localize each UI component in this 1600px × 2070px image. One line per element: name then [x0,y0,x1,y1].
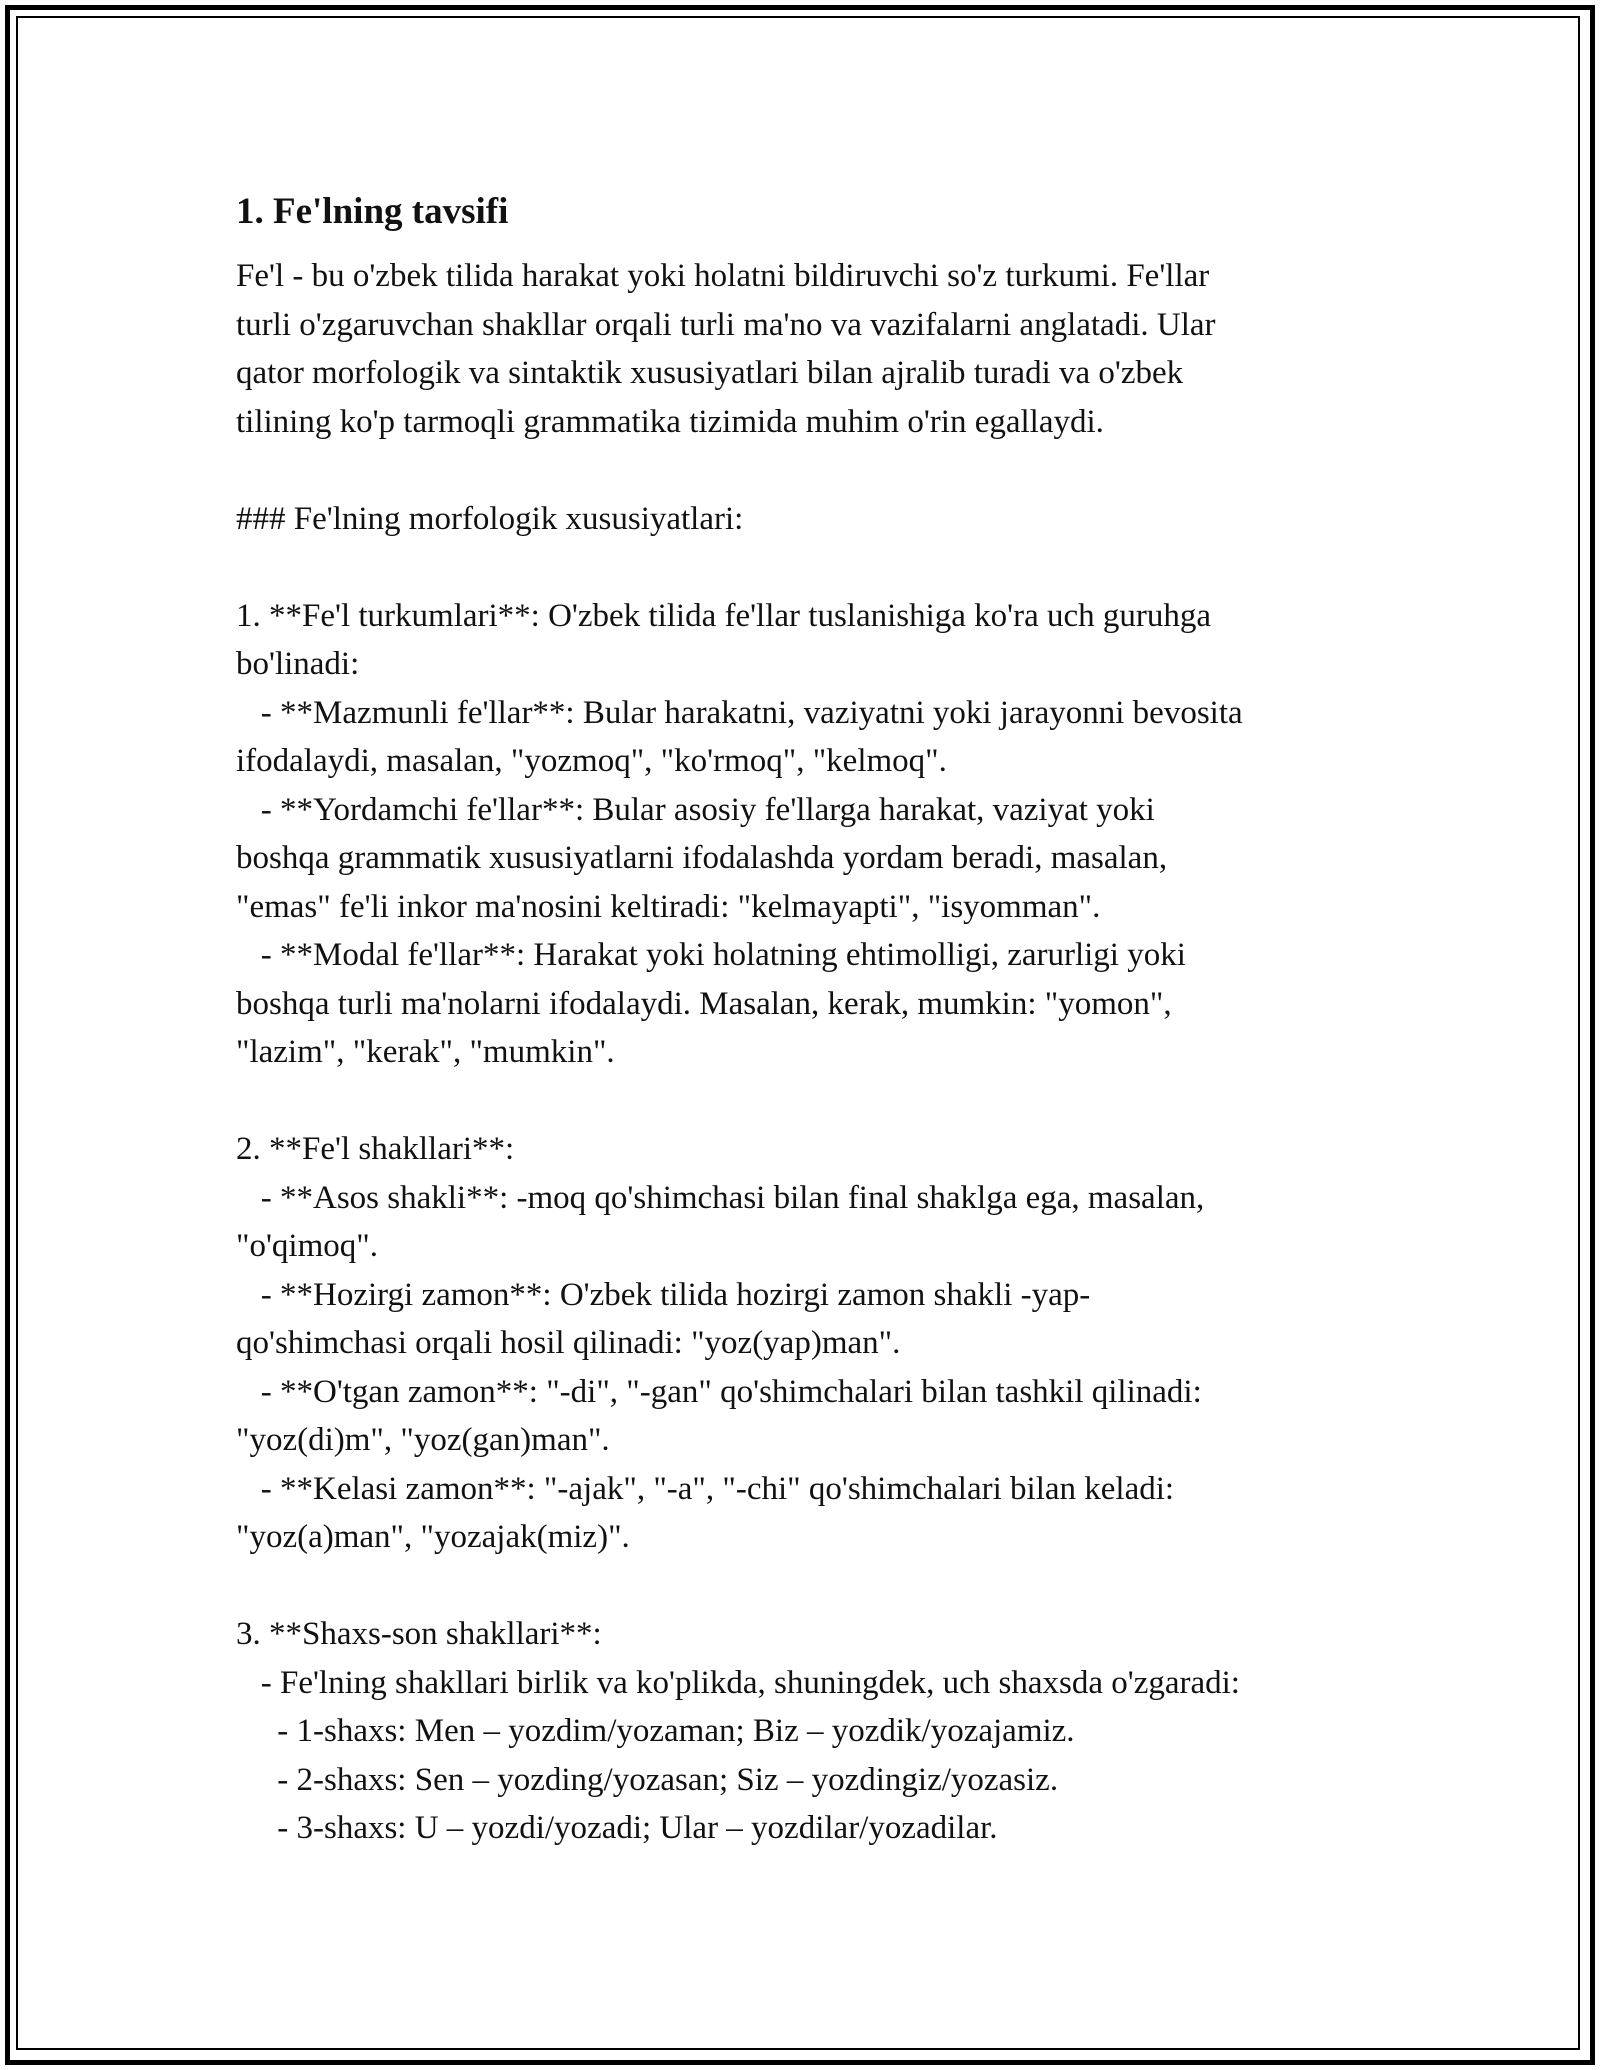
block-spacer [236,446,1376,495]
text-line: - Fe'lning shakllari birlik va ko'plikda, shuningdek, uch shaxsda o'zgaradi: [236,1664,1240,1701]
text-line: tilining ko'p tarmoqli grammatika tizimida muhim o'rin egallaydi. [236,403,1104,440]
text-line: 1. **Fe'l turkumlari**: O'zbek tilida fe'llar tuslanishiga ko'ra uch guruhga [236,597,1212,634]
block-spacer [236,543,1376,592]
text-line: 2. **Fe'l shakllari**: [236,1131,515,1167]
section-heading [236,495,1376,544]
document-blocks [236,252,1376,1853]
text-line: boshqa grammatik xususiyatlarni ifodalashda yordam beradi, masalan, [236,840,1168,876]
list-section [236,1610,1376,1853]
text-line: 3. **Shaxs-son shakllari**: [236,1616,602,1652]
text-line: - **Modal fe'llar**: Harakat yoki holatning ehtimolligi, zarurligi yoki [236,937,1186,973]
text-line: Fe'l - bu o'zbek tilida harakat yoki holatni bildiruvchi so'z turkumi. Fe'llar [236,258,1210,294]
text-line: "o'qimoq". [236,1228,378,1264]
text-line: "emas" fe'li inkor ma'nosini keltiradi: "kelmayapti", "isyomman". [236,888,1101,925]
text-line: ### Fe'lning morfologik xususiyatlari: [236,500,744,537]
list-section [236,1125,1376,1562]
text-line: "yoz(di)m", "yoz(gan)man". [236,1422,610,1458]
block-spacer [236,1562,1376,1611]
intro-paragraph [236,252,1376,446]
text-line: ifodalaydi, masalan, "yozmoq", "ko'rmoq", "kelmoq". [236,743,947,779]
text-line: - **Yordamchi fe'llar**: Bular asosiy fe'llarga harakat, vaziyat yoki [236,791,1155,828]
block-spacer [236,1077,1376,1126]
text-line: turli o'zgaruvchan shakllar orqali turli ma'no va vazifalarni anglatadi. Ular [236,306,1216,343]
text-line: - **Hozirgi zamon**: O'zbek tilida hozirgi zamon shakli -yap- [236,1276,1091,1313]
text-line: - 1-shaxs: Men – yozdim/yozaman; Biz – yozdik/yozajamiz. [236,1713,1075,1749]
text-line: boshqa turli ma'nolarni ifodalaydi. Masalan, kerak, mumkin: "yomon", [236,985,1172,1022]
document-body [236,188,1376,1853]
text-line: - 2-shaxs: Sen – yozding/yozasan; Siz – yozdingiz/yozasiz. [236,1761,1059,1798]
text-line: bo'linadi: [236,646,360,682]
text-line: qator morfologik va sintaktik xususiyatlari bilan ajralib turadi va o'zbek [236,355,1184,391]
page-title: 1. Fe'lning tavsifi [236,191,509,232]
text-line: - **O'tgan zamon**: "-di", "-gan" qo'shimchalari bilan tashkil qilinadi: [236,1373,1202,1410]
text-line: "lazim", "kerak", "mumkin". [236,1034,615,1070]
text-line: - **Mazmunli fe'llar**: Bular harakatni, vaziyatni yoki jarayonni bevosita [236,694,1243,731]
text-line: - **Kelasi zamon**: "-ajak", "-a", "-chi" qo'shimchalari bilan keladi: [236,1470,1175,1507]
text-line: "yoz(a)man", "yozajak(miz)". [236,1519,630,1555]
text-line: - **Asos shakli**: -moq qo'shimchasi bilan final shaklga ega, masalan, [236,1179,1205,1216]
text-line: - 3-shaxs: U – yozdi/yozadi; Ular – yozdilar/yozadilar. [236,1810,998,1846]
text-line: qo'shimchasi orqali hosil qilinadi: "yoz(yap)man". [236,1325,901,1361]
list-section [236,592,1376,1077]
